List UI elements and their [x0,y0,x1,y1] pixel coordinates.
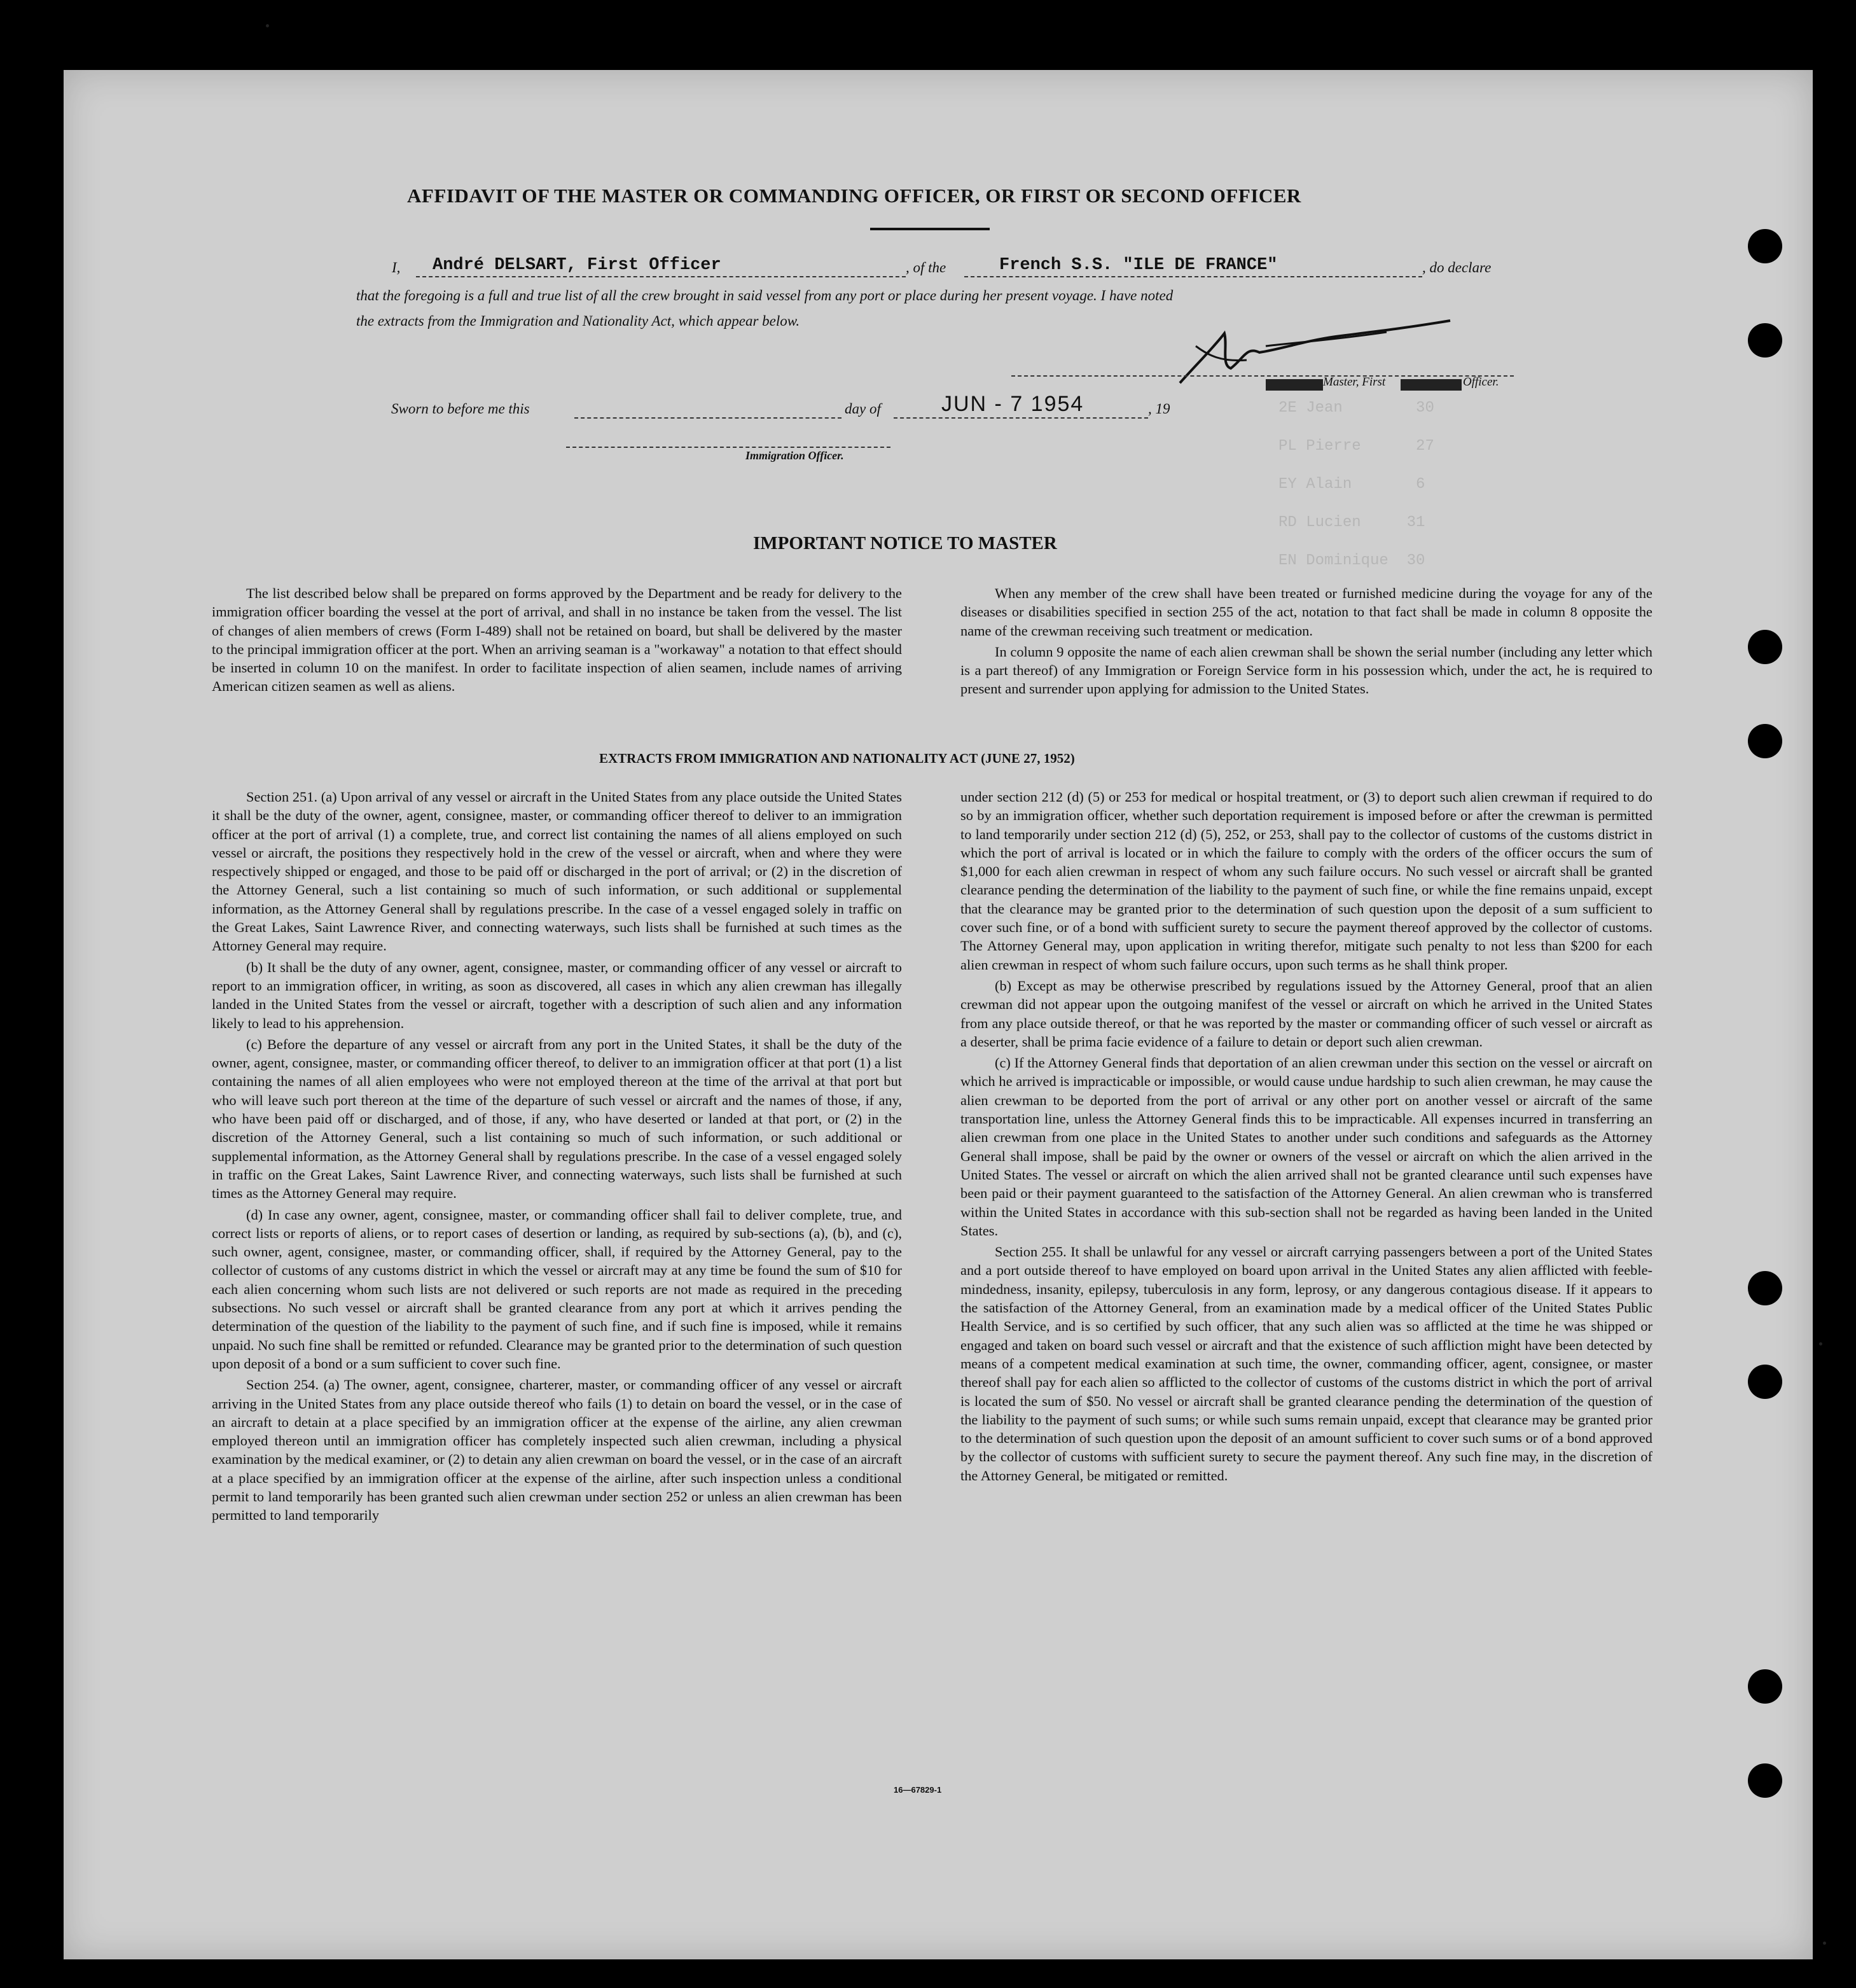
sworn-line [391,392,1282,424]
bleed-through: 2E Jean 30 [1278,400,1434,417]
bleed-through: RD Lucien 31 [1278,514,1425,531]
act-section-paragraph: under section 212 (d) (5) or 253 for medical or hospital treatment, or (3) to deport such alien crewman if required to do so by an immigration officer, whether such deportation requirement is imposed before or after the crewman is permitted to land temporarily under section 212 (d) (5), 252, or 253, shall pay to the collector of customs of the customs district in which the port of arrival is located or in which the failure to comply with the orders of the officer occurs the sum of $1,000 for each alien crewman in respect of whom any such failure occurs. No such vessel or aircraft shall be granted clearance pending the determination of the liability to the payment of such fine, or while the fine remains unpaid, except that the clearance may be granted prior to the determination of such question upon the deposit of a sum sufficient to cover such fine, or of a bond with sufficient surety to secure the payment thereof approved by the collector of customs. The Attorney General may, upon application in writing therefor, mitigate such penalty to not less than $200 for each alien crewman in respect of whom such failure occurs, upon such terms as he shall think proper. [960,789,1652,973]
notice-title: IMPORTANT NOTICE TO MASTER [753,533,1057,553]
notice-paragraph: In column 9 opposite the name of each alien crewman shall be shown the serial number (including any letter which is a part thereof) of any Immigration or Foreign Service form in his possession which, under the act, he is required to present and surrender upon applying for admission to the United States. [960,643,1652,697]
notice-right-column [960,584,1652,701]
punch-hole [1748,229,1782,263]
of-the-label: , of the [906,260,946,275]
signature-title: Master, First [1323,375,1386,389]
act-section-paragraph: Section 254. (a) The owner, agent, consignee, charterer, master, or commanding officer of any vessel or aircraft arriving in the United States from any place outside thereof who fails (1) to detain on board the vessel, or in the case of an aircraft to detain at a place specified by an immigration officer at the expense of the airline, any alien crewman employed thereon until an immigration officer has completely inspected such alien crewman, including a physical examination by the medical examiner, or (2) to detain any alien crewman on board the vessel, or in the case of an aircraft at a place specified by an immigration officer at the expense of the airline, after such inspection unless a conditional permit to land temporarily has been granted such alien crewman under section 252 or unless an alien crewman has been permitted to land temporarily [212,1377,902,1524]
vessel-blank-line [964,275,1422,277]
act-section-paragraph: (b) It shall be the duty of any owner, agent, consignee, master, or commanding officer of any vessel or aircraft to report to an immigration officer, in writing, as soon as discovered, all cases in which any alien crewman has illegally landed in the United States from the vessel or aircraft, together with a description of such alien and any information likely to lead to his apprehension. [212,959,902,1031]
page-title: AFFIDAVIT OF THE MASTER OR COMMANDING OFFICER, OR FIRST OR SECOND OFFICER [407,184,1301,207]
declaration-line [392,256,1511,277]
act-section-paragraph: Section 251. (a) Upon arrival of any vessel or aircraft in the United States from any place outside the United States it shall be the duty of the owner, agent, consignee, master, or commanding officer thereof to deliver to an immigration officer at the port of arrival (1) a complete, true, and correct list containing the names of all aliens employed on such vessel or aircraft, the positions they respectively hold in the crew of the vessel or aircraft, when and where they were respectively shipped or engaged, and those to be paid off or discharged in the port of arrival; or (2) in the discretion of the Attorney General, such a list containing so much of such information, or such additional or supplemental information, as the Attorney General shall by regulations prescribe. In the case of a vessel engaged solely in traffic on the Great Lakes, Saint Lawrence River, and connecting waterways, such lists shall be furnished at such times as the Attorney General may require. [212,789,902,954]
signature-block [1005,308,1514,397]
title-divider [870,228,990,230]
punch-hole [1748,1365,1782,1399]
speck [1819,1342,1822,1345]
act-section-paragraph: (b) Except as may be otherwise prescribed by regulations issued by the Attorney General, proof that an alien crewman did not appear upon the outgoing manifest of the vessel or aircraft on which he arrived in the United States from any place outside thereof, or that he was reported by the master or commanding officer of such vessel or aircraft as a deserter, shall be prima facie evidence of a failure to detain or deport such alien crewman. [960,977,1652,1050]
punch-hole [1748,1669,1782,1704]
notice-paragraph: When any member of the crew shall have been treated or furnished medicine during the voyage for any of the diseases or disabilities specified in section 255 of the act, notation to that fact shall be made in column 8 opposite the name of the crewman receiving such treatment or medication. [960,585,1652,639]
bleed-through: EY Alain 6 [1278,476,1425,493]
year-label: , 19 [1148,401,1170,417]
declaration-prefix: I, [392,260,401,275]
punch-hole [1748,1763,1782,1798]
notice-paragraph: The list described below shall be prepared on forms approved by the Department and be ready for delivery to the immigration officer boarding the vessel at the port of arrival, and shall in no instance be taken from the vessel. The list of changes of alien members of crews (Form I-489) shall not be retained on board, but shall be delivered by the master to the principal immigration officer at the port. When an arriving seaman is a "workaway" a notation to that effect should be inserted in column 10 on the manifest. In order to facilitate inspection of alien seamen, include names of arriving American citizen seamen as well as aliens. [212,585,902,695]
signature-title: Officer. [1463,375,1499,389]
immigration-officer-line [566,445,890,448]
name-blank-line [416,275,906,277]
punch-hole [1748,1271,1782,1305]
do-declare-label: , do declare [1422,260,1492,275]
declaration-text: that the foregoing is a full and true list of all the crew brought in said vessel from any port or place during her present voyage. I have noted [356,288,1174,303]
punch-hole [1748,323,1782,358]
punch-hole [1748,630,1782,664]
punch-hole [1748,724,1782,758]
declaration-text: the extracts from the Immigration and Nationality Act, which appear below. [356,313,800,329]
date-stamp: JUN - 7 1954 [941,392,1084,416]
extracts-right-column [960,788,1652,1487]
speck [266,24,269,27]
extracts-title: EXTRACTS FROM IMMIGRATION AND NATIONALITY ACT (JUNE 27, 1952) [599,751,1075,766]
day-blank-line [574,416,841,419]
officer-name-field[interactable]: André DELSART, First Officer [433,256,721,275]
day-of-label: day of [845,401,881,417]
sworn-label: Sworn to before me this [391,401,530,417]
form-number: 16—67829-1 [894,1785,942,1795]
act-section-paragraph: Section 255. It shall be unlawful for any vessel or aircraft carrying passengers between a port of the United States and a port outside thereof to have employed on board upon arrival in the United States any alien afflicted with feeble-mindedness, insanity, epilepsy, tuberculosis in any form, leprosy, or any dangerous contagious disease. If it appears to the satisfaction of the Attorney General, from an examination made by a medical officer of the United States Public Health Service, and is so certified by such officer, that any such alien was so afflicted at the time he was shipped or engaged and taken on board such vessel or aircraft and that the existence of such affliction might have been detected by means of a competent medical examination at such time, the owner, commanding officer, agent, consignee, or master thereof shall pay for each alien so afflicted to the collector of customs of the customs district in which the port of arrival is located the sum of $50. No vessel or aircraft shall be granted clearance pending the determination of the question of the liability to the payment of such sums; or while such sums remain unpaid, except that clearance may be granted prior to the determination of such question upon the deposit of an amount sufficient to cover such sums or of a bond approved by the collector of customs with sufficient surety to secure the payment thereof. Any such fine may, in the discretion of the Attorney General, be mitigated or remitted. [960,1244,1652,1484]
signature-line [1011,374,1514,377]
act-section-paragraph: (c) If the Attorney General finds that deportation of an alien crewman under this section on the vessel or aircraft on which he arrived is impracticable or impossible, or would cause undue hardship to such alien crewman, he may cause the alien crewman to be deported from the port of arrival or any other port on another vessel or aircraft of the same transportation line, unless the Attorney General finds this to be impracticable. All expenses incurred in transferring an alien crewman from one place in the United States to another under such conditions and safeguards as the Attorney General shall impose, shall be paid by the owner or owners of the vessel or aircraft on which the alien arrived in the United States. The vessel or aircraft on which the alien arrived shall not be granted clearance until such expenses have been paid or their payment guaranteed to the satisfaction of the Attorney General. An alien crewman who is transferred within the United States in accordance with this sub-section shall not be regarded as having been landed in the United States. [960,1055,1652,1239]
act-section-paragraph: (d) In case any owner, agent, consignee, master, or commanding officer shall fail to deliver complete, true, and correct lists or reports of aliens, or to report cases of desertion or landing, as required by sub-sections (a), (b), and (c), such owner, agent, consignee, master, or commanding officer, shall, if required by the Attorney General, pay to the collector of customs of any customs district in which the vessel or aircraft may at any time be found the sum of $10 for each alien concerning whom such lists are not delivered or such reports are not made as required in the preceding subsections. No such vessel or aircraft shall be granted clearance from any port at which it arrives pending the determination of the question of the liability to the payment of such fine, and if such fine is imposed, while it remains unpaid. No such fine shall be remitted or refunded. Clearance may be granted prior to the determination of such question upon deposit of a bond or a sum sufficient to cover such fine. [212,1206,902,1372]
speck [1823,1942,1826,1945]
vessel-name-field[interactable]: French S.S. "ILE DE FRANCE" [999,256,1278,275]
extracts-left-column [212,788,902,1527]
struck-out-word [1401,379,1462,391]
notice-left-column [212,584,902,699]
immigration-officer-label: Immigration Officer. [745,449,844,462]
bleed-through: EN Dominique 30 [1278,552,1425,569]
struck-out-word [1266,379,1323,391]
bleed-through: PL Pierre 27 [1278,438,1434,455]
act-section-paragraph: (c) Before the departure of any vessel or aircraft from any port in the United States, it shall be the duty of the owner, agent, consignee, master, or commanding officer thereof, to deliver to an immigration officer at that port (1) a list containing the names of all alien employees who were not employed thereon at the time of the arrival at that port but who will leave such port thereon at the time of the departure of such vessel or aircraft and the names of those, if any, who have been paid off or discharged, and of those, if any, who have deserted or landed at that port, or (2) in the discretion of the Attorney General, such a list containing so much of such information, or such additional or supplemental information, as the Attorney General shall by regulations prescribe. In the case of a vessel engaged solely in traffic on the Great Lakes, Saint Lawrence River, and connecting waterways, such lists shall be furnished at such times as the Attorney General may require. [212,1036,902,1202]
